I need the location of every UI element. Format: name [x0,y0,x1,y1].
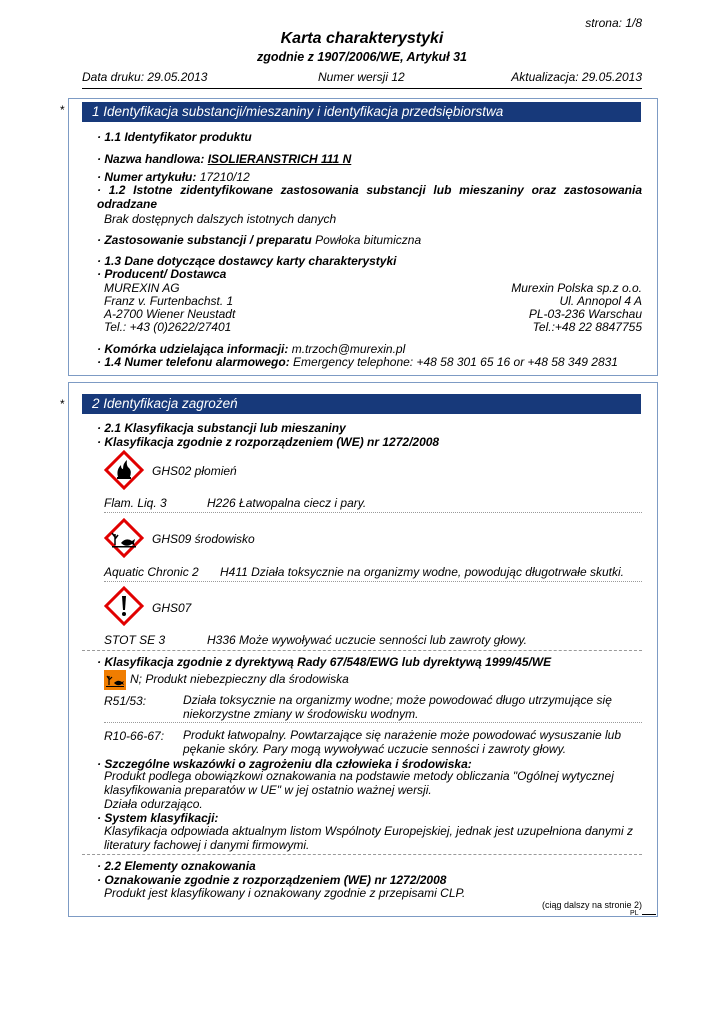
article-number: 17210/12 [199,170,250,184]
application-row [97,233,421,247]
print-date: Data druku: 29.05.2013 [82,70,208,84]
ghs02-class: Flam. Liq. 3 [104,496,167,510]
labelling-text: Produkt jest klasyfikowany i oznakowany zgodnie z przepisami CLP. [104,886,466,900]
document-subtitle: zgodnie z 1907/2006/WE, Artykuł 31 [256,50,468,64]
reg-1272-heading: · Klasyfikacja zgodnie z rozporządzeniem (WE) nr 1272/2008 [97,435,440,449]
emergency-row [97,355,618,369]
flame-icon [104,450,144,490]
special-text-2: Działa odurzająco. [104,797,203,811]
ghs09-hazard: H411 Działa toksycznie na organizmy wodne, powodując długotrwałe skutki. [220,565,624,579]
dashed-divider [82,854,642,855]
producer-address-line: Tel.: +43 (0)2622/27401 [104,320,232,334]
exclamation-icon [104,586,144,626]
dotted-divider [104,722,642,723]
environment-icon [104,518,144,558]
distributor-address-line: Murexin Polska sp.z o.o. [511,281,642,295]
producer-label: · Producent/ Dostawca [97,267,227,281]
info-label: · Komórka udzielająca informacji: [97,342,292,356]
footer-line [642,914,656,915]
product-identifier-heading: · 1.1 Identyfikator produktu [97,130,252,144]
update-date: Aktualizacja: 29.05.2013 [511,70,642,84]
classification-heading: · 2.1 Klasyfikacja substancji lub mieszaniny [97,421,346,435]
trade-name-label: · Nazwa handlowa: [97,152,208,166]
trade-name-row [97,152,351,166]
ghs02-label: GHS02 płomień [152,464,237,478]
article-label: · Numer artykułu: [97,170,200,184]
risk-code-2: R10-66-67: [104,729,165,743]
special-heading: · Szczególne wskazówki o zagrożeniu dla człowieka i środowiska: [97,757,472,771]
application-label: · Zastosowanie substancji / preparatu [97,233,316,247]
change-marker: * [60,103,65,117]
info-email[interactable]: m.trzoch@murexin.pl [291,342,406,356]
emergency-label: · 1.4 Numer telefonu alarmowego: [97,355,294,369]
section2-heading: 2 Identyfikacja zagrożeń [82,394,641,414]
page-number: strona: 1/8 [585,16,642,30]
ghs07-label: GHS07 [152,601,192,615]
application-value: Powłoka bitumiczna [315,233,422,247]
trade-name: ISOLIERANSTRICH 111 N [207,152,352,166]
directive-heading: · Klasyfikacja zgodnie z dyrektywą Rady 67/548/EWG lub dyrektywą 1999/45/WE [97,655,552,669]
distributor-address-line: PL-03-236 Warschau [528,307,642,321]
system-heading: · System klasyfikacji: [97,811,219,825]
document-title: Karta charakterystyki [280,30,444,47]
label-elements-heading: · 2.2 Elementy oznakowania [97,859,256,873]
producer-address-line: Franz v. Furtenbachst. 1 [104,294,234,308]
info-row [97,342,405,356]
producer-address-line: A-2700 Wiener Neustadt [104,307,236,321]
system-text: Klasyfikacja odpowiada aktualnym listom Wspólnoty Europejskiej, jednak jest uzupełniona danymi z literatury fachowej i danymi firmowymi. [104,824,633,852]
dotted-divider [104,581,642,582]
ghs07-hazard: H336 Może wywoływać uczucie senności lub zawroty głowy. [207,633,527,647]
labelling-heading: · Oznakowanie zgodnie z rozporządzeniem (WE) nr 1272/2008 [97,873,447,887]
version-number: Numer wersji 12 [318,70,405,84]
special-text: Produkt podlega obowiązkowi oznakowania na podstawie metody obliczania "Ogólnej wytycznej klasyfikowania preparatów w UE" w jej ostatnio ważnej wersji. [104,769,614,797]
distributor-address-line: Tel.:+48 22 8847755 [532,320,642,334]
ghs02-hazard: H226 Łatwopalna ciecz i pary. [207,496,367,510]
ghs07-class: STOT SE 3 [104,633,166,647]
change-marker-2: * [60,397,65,411]
language-code: PL [630,910,639,917]
ghs09-label: GHS09 środowisko [152,532,255,546]
article-row [97,170,250,184]
section1-heading: 1 Identyfikacja substancji/mieszaniny i identyfikacja przedsiębiorstwa [82,102,641,122]
supplier-heading: · 1.3 Dane dotyczące dostawcy karty charakterystyki [97,254,397,268]
identified-uses-text: Brak dostępnych dalszych istotnych danych [104,212,337,226]
distributor-address-line: Ul. Annopol 4 A [559,294,642,308]
ghs09-class: Aquatic Chronic 2 [104,565,199,579]
identified-uses-heading: · 1.2 Istotne zidentyfikowane zastosowania substancji lub mieszaniny oraz zastosowania odradzane [97,183,642,211]
dotted-divider [104,512,642,513]
directive-symbol-text: N; Produkt niebezpieczny dla środowiska [130,672,349,686]
dashed-divider [82,650,642,651]
dead-tree-fish-icon [104,670,126,690]
producer-address-line: MUREXIN AG [104,281,180,295]
continued-note: (ciąg dalszy na stronie 2) [541,900,642,910]
header-divider [82,88,642,89]
risk-text-2: Produkt łatwopalny. Powtarzające się narażenie może powodować wysuszanie lub pękanie skóry. Pary mogą wywoływać uczucie senności i zawroty głowy. [183,728,622,756]
risk-code-1: R51/53: [104,694,147,708]
risk-text-1: Działa toksycznie na organizmy wodne; może powodować długo utrzymujące się niekorzystne zmiany w środowisku wodnym. [183,693,612,721]
emergency-phone: Emergency telephone: +48 58 301 65 16 or +48 58 349 2831 [293,355,618,369]
